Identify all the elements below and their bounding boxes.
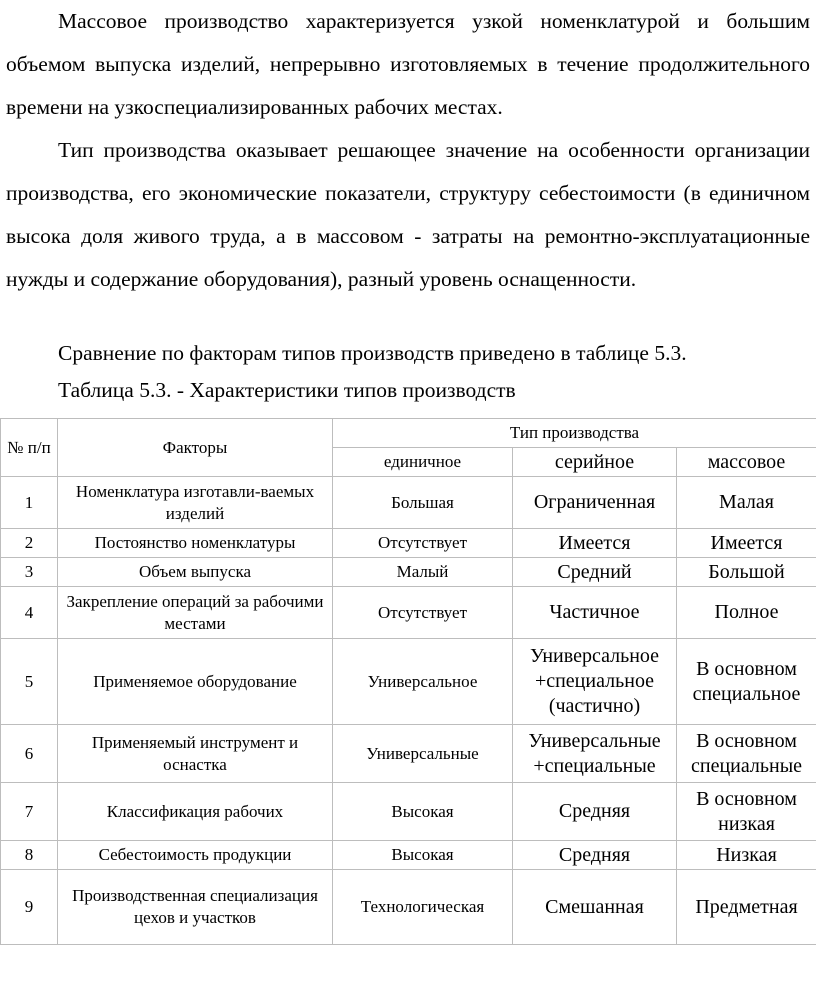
row-mass: Малая (677, 477, 816, 529)
paragraph-mass-production: Массовое производство характеризуется узкой номенклатурой и большим объемом выпуска изделий, непрерывно изготовляемых в течение продолжительного времени на узкоспециализированных рабочих местах. (6, 9, 810, 119)
row-number: 2 (1, 529, 58, 558)
row-number: 4 (1, 587, 58, 639)
row-single: Технологическая (333, 870, 513, 945)
row-mass: Низкая (677, 841, 816, 870)
row-single: Универсальные (333, 725, 513, 783)
row-mass: В основном специальное (677, 639, 816, 725)
header-serial: серийное (513, 448, 677, 477)
table-row (1, 870, 816, 945)
row-factor: Себестоимость продукции (58, 841, 333, 870)
row-factor: Номенклатура изготавли-ваемых изделий (58, 477, 333, 529)
table-caption: Таблица 5.3. - Характеристики типов производств (58, 378, 516, 402)
row-number: 8 (1, 841, 58, 870)
row-mass: Полное (677, 587, 816, 639)
row-mass: В основном специальные (677, 725, 816, 783)
row-single: Высокая (333, 783, 513, 841)
table-row (1, 529, 816, 558)
header-mass: массовое (677, 448, 816, 477)
header-factors: Факторы (58, 419, 333, 477)
table-row (1, 841, 816, 870)
row-number: 9 (1, 870, 58, 945)
row-single: Отсутствует (333, 529, 513, 558)
row-serial: Частичное (513, 587, 677, 639)
table-row (1, 783, 816, 841)
row-single: Малый (333, 558, 513, 587)
row-serial: Средняя (513, 841, 677, 870)
row-factor: Применяемое оборудование (58, 639, 333, 725)
row-number: 6 (1, 725, 58, 783)
paragraph-comparison: Сравнение по факторам типов производств приведено в таблице 5.3. (58, 341, 687, 365)
row-mass: Предметная (677, 870, 816, 945)
table-row (1, 477, 816, 529)
row-factor: Объем выпуска (58, 558, 333, 587)
table-row (1, 587, 816, 639)
table-header-row (1, 419, 816, 448)
row-serial: Средняя (513, 783, 677, 841)
table-row (1, 725, 816, 783)
row-single: Высокая (333, 841, 513, 870)
row-mass: Имеется (677, 529, 816, 558)
table-row (1, 558, 816, 587)
row-serial: Универсальное +специальное (частично) (513, 639, 677, 725)
row-number: 5 (1, 639, 58, 725)
production-types-table (0, 418, 816, 945)
row-number: 7 (1, 783, 58, 841)
row-mass: Большой (677, 558, 816, 587)
row-factor: Применяемый инструмент и оснастка (58, 725, 333, 783)
row-serial: Средний (513, 558, 677, 587)
row-factor: Закрепление операций за рабочими местами (58, 587, 333, 639)
row-mass: В основном низкая (677, 783, 816, 841)
row-serial: Имеется (513, 529, 677, 558)
row-single: Отсутствует (333, 587, 513, 639)
row-factor: Производственная специализация цехов и участков (58, 870, 333, 945)
row-serial: Ограниченная (513, 477, 677, 529)
row-factor: Классификация рабочих (58, 783, 333, 841)
table-row (1, 639, 816, 725)
row-single: Универсальное (333, 639, 513, 725)
row-serial: Универсальные +специальные (513, 725, 677, 783)
row-serial: Смешанная (513, 870, 677, 945)
header-number: № п/п (1, 419, 58, 477)
paragraph-production-type: Тип производства оказывает решающее значение на особенности организации производства, его экономические показатели, структуру себестоимости (в единичном высока доля живого труда, а в массовом - затраты на ремонтно-эксплуатационные нужды и содержание оборудования), разный уровень оснащенности. (6, 138, 810, 291)
row-factor: Постоянство номенклатуры (58, 529, 333, 558)
header-single: единичное (333, 448, 513, 477)
row-single: Большая (333, 477, 513, 529)
row-number: 3 (1, 558, 58, 587)
header-production-type: Тип производства (333, 419, 816, 448)
row-number: 1 (1, 477, 58, 529)
